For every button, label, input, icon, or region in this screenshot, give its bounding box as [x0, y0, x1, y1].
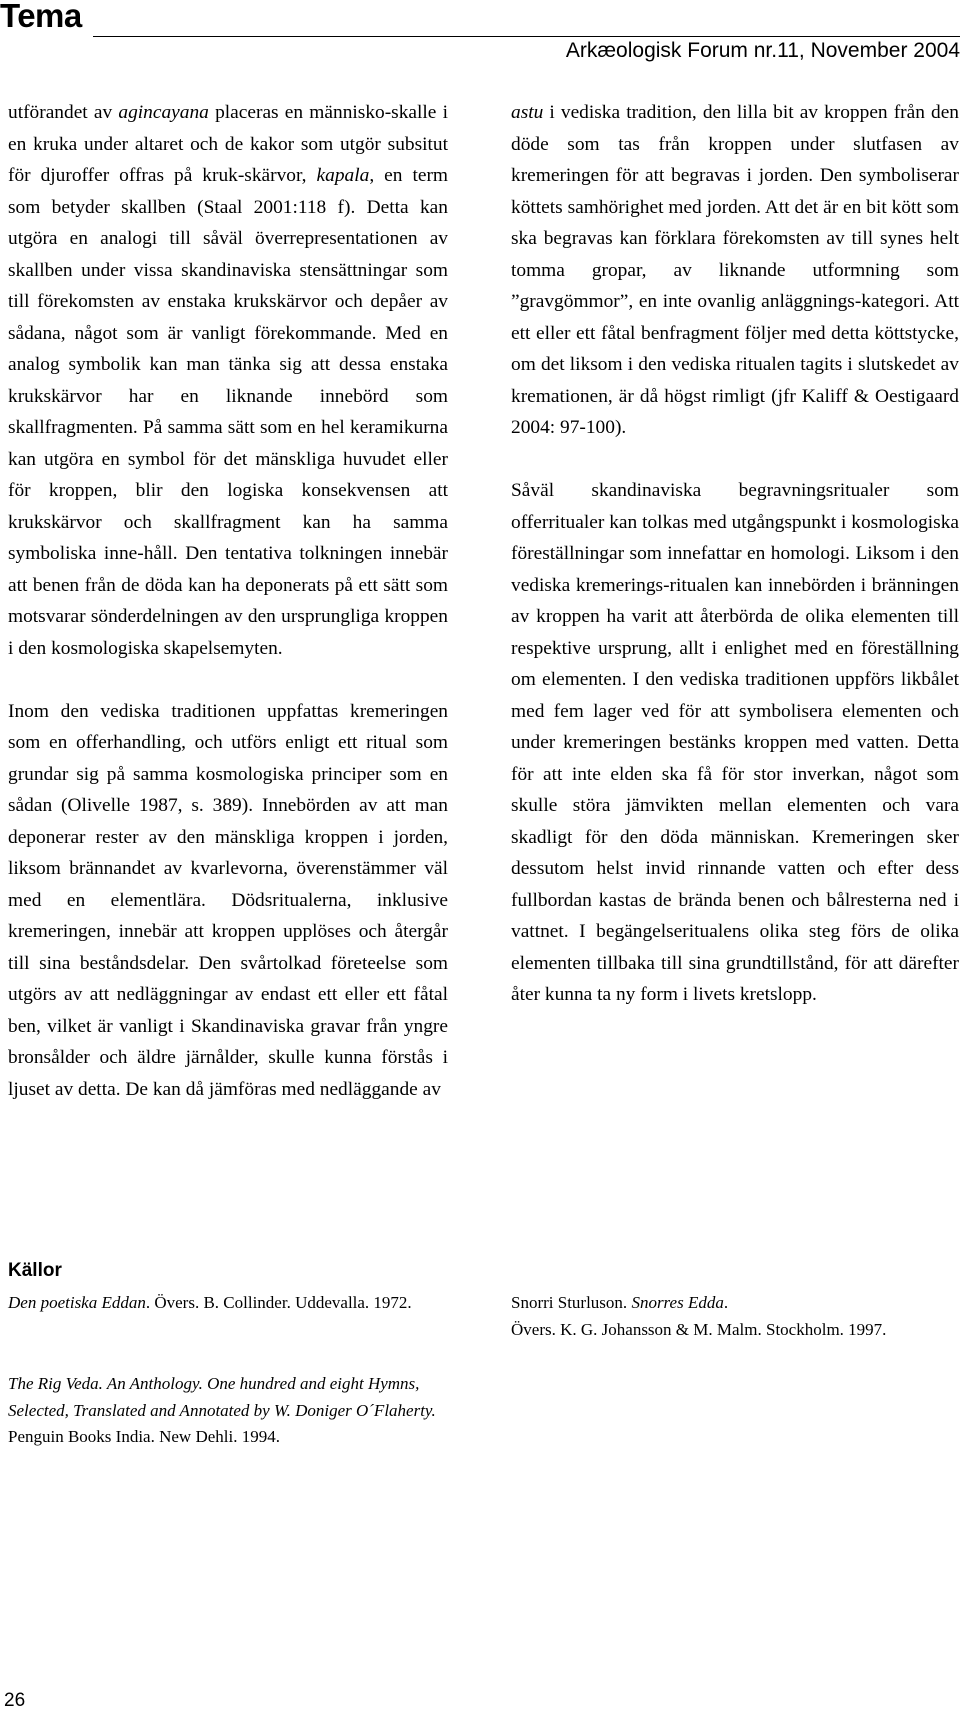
sources-heading: Källor — [8, 1260, 62, 1281]
header-rule — [93, 36, 960, 37]
right-paragraph-2: Såväl skandinaviska begravningsritualer som offerritualer kan tolkas med utgångspunkt i kosmologiska föreställningar som innefattar en homologi. Liksom i den vediska kremerings-ritualen kan innebörden i bränningen av kroppen ha varit att återbörda de olika elementen till respektive ursprung, allt i enlighet med en föreställning om elementen. I den vediska traditionen uppförs likbålet med fem lager ved för att symbolisera elementen och under kremeringen bestänks kroppen med vatten. Detta för att inte elden ska få för stor inverkan, något som skulle störa jämvikten mellan elementen och vara skadligt för den döda människan. Kremeringen sker dessutom helst invid rinnande vatten och efter dess fullbordan kastas de brända benen och bålresterna ned i vattnet. I begängelseritualens olika steg förs de olika elementen tillbaka till sina grundtillstånd, för att därefter åter kunna ta ny form i livets kretslopp. — [511, 480, 959, 1005]
page-number: 26 — [4, 1690, 26, 1711]
reference-snorre: Snorri Sturluson. Snorres Edda. Övers. K. G. Johansson & M. Malm. Stockholm. 1997. — [511, 1293, 887, 1339]
reference-edda: Den poetiska Eddan. Övers. B. Collinder. Uddevalla. 1972. — [8, 1293, 412, 1312]
right-column — [511, 97, 959, 1011]
left-column — [8, 97, 448, 1105]
journal-info: Arkæologisk Forum nr.11, November 2004 — [565, 39, 960, 62]
section-title: Tema — [0, 0, 82, 34]
left-paragraph-2: Inom den vediska traditionen uppfattas kremeringen som en offerhandling, och utförs enligt ett ritual som grundar sig på samma kosmologiska principer som en sådan (Olivelle 1987, s. 389). Innebörden av att man deponerar rester av den mänskliga kroppen i jorden, liksom brännandet av kvarlevorna, överenstämmer väl med en elementlära. Dödsritualerna, inklusive kremeringen, innebär att kroppen upplöses och återgår till sina beståndsdelar. Den svårtolkad företeelse som utgörs av att nedläggningar av endast ett eller ett fåtal ben, vilket är vanligt i Skandinaviska gravar från yngre bronsålder och äldre järnålder, skulle kunna förstås i ljuset av detta. De kan då jämföras med nedläggande av — [8, 700, 448, 1100]
right-paragraph-1: astu i vediska tradition, den lilla bit av kroppen från den döde som tas från kroppen under slutfasen av kremeringen för att begravas i jorden. Den symboliserar köttets samhörighet med jorden. Att det är en bit kött som ska begravas kan förklara förekomsten av till synes helt tomma gropar, av liknande utformning som ”gravgömmor”, en inte ovanlig anläggnings-kategori. Att ett eller ett fåtal benfragment följer med detta köttstycke, om det liksom i den vediska ritualen tagits i slutskedet av kremationen, är då högst rimligt (jfr Kaliff & Oestigaard 2004: 97-100). — [511, 102, 959, 438]
reference-rig-veda: The Rig Veda. An Anthology. One hundred and eight Hymns, Selected, Translated and Annotated by W. Doniger O´Flaherty. Penguin Books India. New Dehli. 1994. — [8, 1374, 436, 1446]
left-paragraph-1: utförandet av agincayana placeras en människo-skalle i en kruka under altaret och de kakor som utgör subsitut för djuroffer offras på kruk-skärvor, kapala, en term som betyder skallben (Staal 2001:118 f). Detta kan utgöra en analogi till såväl överrepresentationen av skallben under vissa skandinaviska stensättningar som till förekomsten av enstaka krukskärvor och depåer av sådana, något som är vanligt förekommande. Med en analog symbolik kan man tänka sig att dessa enstaka krukskärvor har en liknande innebörd som skallfragmenten. På samma sätt som en hel keramikurna kan utgöra en symbol för det mänskliga huvudet eller för kroppen, blir den logiska konsekvensen att krukskärvor och skallfragment kan ha samma symboliska inne-håll. Den tentativa tolkningen innebär att benen från de döda kan ha deponerats på ett sätt som motsvarar sönderdelningen av den ursprungliga kroppen i den kosmologiska skapelsemyten. — [8, 102, 448, 659]
